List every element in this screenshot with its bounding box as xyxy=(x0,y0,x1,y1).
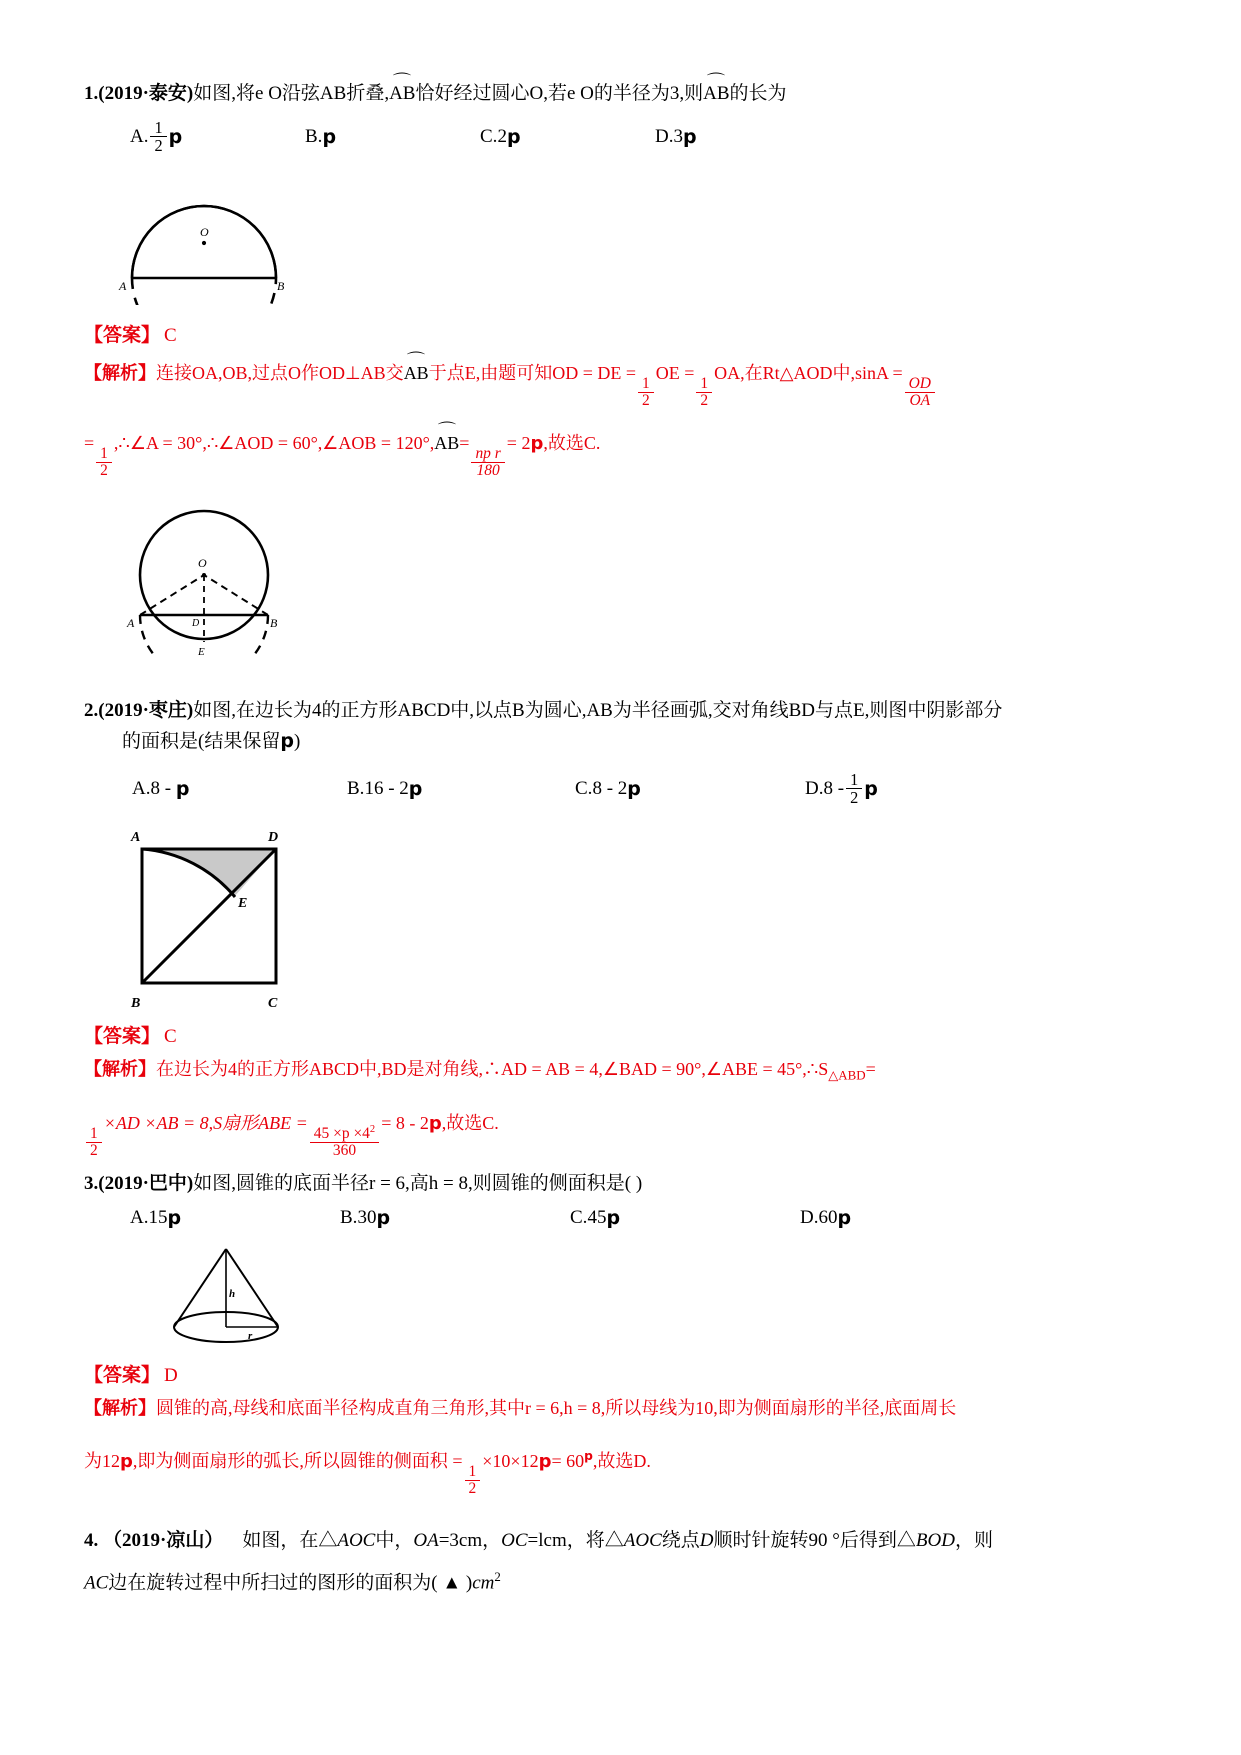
question-1-solution-line-2 xyxy=(84,427,1159,479)
q3-sol2-frac xyxy=(465,1464,481,1498)
question-3 xyxy=(84,1169,1159,1497)
q4-line1-d-point: D xyxy=(699,1530,714,1552)
q4-line1-c: =3cm， xyxy=(438,1530,502,1552)
question-3-figure xyxy=(154,1239,1159,1354)
q2-sol2-frac1 xyxy=(86,1126,102,1160)
q1-sol1-a: 连接OA,OB,过点O作OD⊥AB交 xyxy=(156,363,404,384)
q3-option-c[interactable] xyxy=(570,1207,800,1229)
q1-opt-c-pre: 2 xyxy=(497,125,507,147)
q1-arc-ab-2: ⌒ AB xyxy=(703,78,729,109)
q1-fig1-svg xyxy=(114,160,299,305)
q4-line2-sup: 2 xyxy=(494,1569,501,1585)
question-2-solution-line-1 xyxy=(84,1054,1159,1091)
q4-line1-a: 如图，在△ xyxy=(242,1530,338,1552)
q1-fig2-label-A: A xyxy=(127,616,135,631)
q1-solution-label: 【解析】 xyxy=(84,363,156,384)
question-2-stem-line-2 xyxy=(122,726,1159,757)
q3-sol1: 圆锥的高,母线和底面半径构成直角三角形,其中r = 6,h = 8,所以母线为10,即为侧面扇形的半径,底面周长 xyxy=(156,1398,957,1419)
q3-sol2-pi3: p xyxy=(584,1449,593,1464)
q3-opt-b-pre: 30 xyxy=(357,1207,377,1229)
q1-fig2-label-D: D xyxy=(192,618,200,630)
question-2-number: 2. xyxy=(84,700,99,722)
q1-sol1-frac1 xyxy=(638,376,654,410)
q3-opt-a-pi: p xyxy=(167,1207,182,1230)
q1-option-b-label: B. xyxy=(305,125,323,147)
q2-sol2-a: ×AD ×AB = 8,S扇形ABE = xyxy=(103,1113,308,1134)
q2-opt-c-pi: p xyxy=(627,777,641,800)
q2-stem-line2-pi: p xyxy=(280,730,294,753)
q3-option-b-label: B. xyxy=(340,1207,358,1229)
q1-sol1-d: OA,在Rt△AOD中,sinA = xyxy=(714,363,903,384)
question-2-figure xyxy=(96,825,1159,1015)
q1-option-b[interactable] xyxy=(305,119,480,154)
q3-option-d[interactable] xyxy=(800,1207,975,1229)
q1-option-d-label: D. xyxy=(655,125,674,147)
q4-line2-b: 边在旋转过程中所扫过的图形的面积为( ▲ ) xyxy=(108,1572,473,1594)
q2-sol1-sub: △ABD xyxy=(828,1067,866,1083)
q4-line1-aoc2: AOC xyxy=(623,1530,662,1552)
q4-line2-ac: AC xyxy=(84,1572,109,1594)
q4-line1-aoc: AOC xyxy=(337,1530,376,1552)
q1-circle-symbol: e O xyxy=(255,83,282,104)
q3-option-d-label: D. xyxy=(800,1207,819,1229)
q1-sol2-f2d: 180 xyxy=(476,462,500,480)
q1-sol2-b: ,∴∠A = 30°,∴∠AOD = 60°,∠AOB = 120°, xyxy=(113,433,435,454)
q1-sol2-f1d: 2 xyxy=(100,462,108,480)
q1-option-a-fraction xyxy=(150,119,166,154)
q3-fig-label-r: r xyxy=(248,1330,253,1343)
q2-fig-label-A: A xyxy=(131,829,141,845)
q1-fig2-svg xyxy=(114,497,304,657)
question-1-answer-row xyxy=(84,320,1159,347)
question-1-solution-line-1 xyxy=(84,357,1159,409)
q2-opt-b-pi: p xyxy=(408,777,423,800)
q1-circle-symbol-2: e O xyxy=(566,83,594,104)
q2-fig-label-C: C xyxy=(268,995,278,1010)
q2-fig-label-E: E xyxy=(238,895,248,911)
question-1-figure-1 xyxy=(114,160,1159,310)
q2-opt-a-pre: 8 - xyxy=(150,777,172,799)
q1-answer-label: 【答案】 xyxy=(84,325,161,347)
q1-sol1-f1n: 1 xyxy=(638,376,654,393)
question-3-number: 3. xyxy=(84,1173,99,1195)
q1-stem-e: 的长为 xyxy=(729,83,787,104)
q3-sol2-pi2: p xyxy=(538,1451,552,1473)
q1-option-c[interactable] xyxy=(480,119,655,154)
q3-fig-svg xyxy=(154,1239,304,1349)
q1-fig2-label-B: B xyxy=(270,616,278,631)
q2-option-d-label: D. xyxy=(805,777,824,799)
q1-sol1-f3d: OA xyxy=(909,392,931,410)
q2-option-b[interactable] xyxy=(347,771,575,806)
q1-sol2-arc: ⌒ AB xyxy=(434,427,459,458)
q2-option-a-label: A. xyxy=(132,777,151,799)
q3-sol2-d: = 60 xyxy=(551,1451,585,1472)
q1-sol1-b: 于点E,由题可知OD = DE = xyxy=(428,363,636,384)
q2-option-d[interactable] xyxy=(805,771,1015,806)
q1-sol2-a: = xyxy=(84,433,95,454)
question-2-source: (2019·枣庄) xyxy=(98,700,194,722)
q3-opt-a-pre: 15 xyxy=(148,1207,168,1229)
question-1-options xyxy=(130,119,1159,154)
q2-answer-label: 【答案】 xyxy=(84,1025,161,1047)
q3-fig-label-h: h xyxy=(229,1288,236,1301)
q1-sol1-f2n: 1 xyxy=(696,376,712,393)
question-1 xyxy=(84,78,1159,662)
q1-option-a-label: A. xyxy=(130,125,149,147)
q3-option-a-label: A. xyxy=(130,1207,149,1229)
q2-fig-label-D: D xyxy=(268,829,279,845)
q2-answer-value: C xyxy=(164,1025,177,1047)
q4-line1-f: 顺时针旋转90 °后得到△ xyxy=(713,1530,916,1552)
question-3-source: (2019·巴中) xyxy=(98,1173,194,1195)
q1-sol2-frac1 xyxy=(96,446,112,480)
question-4 xyxy=(84,1523,1159,1601)
q1-stem-d: 的半径为3,则 xyxy=(593,83,704,104)
q2-option-b-label: B. xyxy=(347,777,365,799)
q1-sol1-f2d: 2 xyxy=(700,392,709,410)
q1-stem-b: 沿弦AB折叠, xyxy=(281,83,390,104)
q2-opt-d-pi: p xyxy=(864,777,878,800)
q3-opt-d-pi: p xyxy=(837,1207,852,1230)
q3-stem: 如图,圆锥的底面半径r = 6,高h = 8,则圆锥的侧面积是( ) xyxy=(193,1173,643,1195)
q4-line1-g: ，则 xyxy=(954,1530,993,1552)
q4-line1-d: =lcm，将△ xyxy=(527,1530,624,1552)
q2-sol2-f2n xyxy=(310,1124,379,1143)
q3-opt-b-pi: p xyxy=(376,1207,391,1230)
q3-opt-c-pre: 45 xyxy=(587,1207,607,1229)
q1-arc-ab-1: ⌒ AB xyxy=(389,78,415,109)
q2-sol1-end: = xyxy=(865,1058,876,1079)
question-2 xyxy=(84,696,1159,1159)
question-4-line-2 xyxy=(84,1559,1159,1601)
q2-opt-c-pre: 8 - 2 xyxy=(592,777,628,799)
q2-sol2-f2n-sup: 2 xyxy=(369,1123,376,1135)
q1-stem-c: 恰好经过圆心O,若 xyxy=(415,83,567,104)
q1-fig1-label-O: O xyxy=(200,225,209,240)
q2-sol2-b: = 8 - 2 xyxy=(381,1113,429,1134)
q3-answer-value: D xyxy=(164,1365,178,1387)
q2-sol2-f2n-text: 45 ×p ×4 xyxy=(313,1124,370,1142)
q1-sol2-f2n: np r xyxy=(471,446,504,463)
q1-opt-d-pre: 3 xyxy=(673,125,683,147)
q1-opt-a-den: 2 xyxy=(154,136,163,156)
q2-opt-a-pi: p xyxy=(175,777,190,800)
question-4-source: （2019·凉山） xyxy=(103,1530,224,1552)
q2-sol2-f1d: 2 xyxy=(90,1141,98,1159)
q1-opt-a-num: 1 xyxy=(150,119,166,137)
q2-option-c-label: C. xyxy=(575,777,593,799)
q3-opt-c-pi: p xyxy=(606,1207,621,1230)
q2-fig-label-B: B xyxy=(131,995,141,1010)
q4-line1-oa: OA xyxy=(413,1530,439,1552)
q1-opt-b-pi: p xyxy=(322,125,337,148)
q1-option-c-label: C. xyxy=(480,125,498,147)
q1-sol1-f1d: 2 xyxy=(642,392,650,410)
q3-solution-label: 【解析】 xyxy=(84,1398,156,1419)
q1-option-d[interactable] xyxy=(655,119,830,154)
q3-sol2-a: 为12 xyxy=(84,1451,120,1472)
question-3-answer-row xyxy=(84,1360,1159,1387)
q3-opt-d-pre: 60 xyxy=(818,1207,838,1229)
page-content xyxy=(84,78,1159,1602)
q1-fig1-label-B: B xyxy=(277,279,285,294)
question-3-solution-line-1 xyxy=(84,1393,1159,1423)
q1-opt-a-pi: p xyxy=(168,125,183,148)
question-2-solution-line-2 xyxy=(84,1108,1159,1159)
question-1-source: (2019·泰安) xyxy=(98,83,194,104)
q2-sol2-c: ,故选C. xyxy=(441,1113,499,1134)
question-1-stem xyxy=(84,78,1159,109)
q2-opt-b-pre: 16 - 2 xyxy=(364,777,409,799)
q3-answer-label: 【答案】 xyxy=(84,1365,161,1387)
q1-sol1-arc: ⌒ AB xyxy=(404,357,429,388)
q4-line2-cm: cm xyxy=(472,1572,495,1594)
q2-stem-line1: 如图,在边长为4的正方形ABCD中,以点B为圆心,AB为半径画弧,交对角线BD与点E,则图中阴影部分 xyxy=(193,700,1003,722)
q3-sol2-b: ,即为侧面扇形的弧长,所以圆锥的侧面积 = xyxy=(132,1451,463,1472)
q2-stem-line2-a: 的面积是(结果保留 xyxy=(122,731,281,753)
question-3-solution-line-2 xyxy=(84,1441,1159,1497)
q1-sol2-e: ,故选C. xyxy=(543,433,601,454)
question-2-answer-row xyxy=(84,1021,1159,1048)
q1-option-a[interactable] xyxy=(130,119,305,154)
q3-sol2-f1d: 2 xyxy=(468,1479,477,1497)
q1-sol1-f3n: OD xyxy=(905,376,935,393)
q2-sol2-pi: p xyxy=(428,1113,442,1135)
q1-sol1-frac3 xyxy=(905,376,935,410)
q4-line1-bod: BOD xyxy=(915,1530,955,1552)
q3-sol2-c: ×10×12 xyxy=(482,1451,539,1472)
q1-fig1-label-A: A xyxy=(119,279,127,294)
q2-opt-d-num: 1 xyxy=(846,771,862,789)
question-4-number: 4. xyxy=(84,1530,99,1552)
q2-sol1: 在边长为4的正方形ABCD中,BD是对角线,∴AD = AB = 4,∠BAD = 90°,∠ABE = 45°,∴S xyxy=(156,1058,829,1079)
q2-opt-d-pre: 8 - xyxy=(823,777,845,799)
q4-line1-oc: OC xyxy=(501,1530,528,1552)
q3-sol2-f1n: 1 xyxy=(465,1464,481,1481)
question-2-options xyxy=(132,771,1159,806)
q4-line1-e: 绕点 xyxy=(661,1530,700,1552)
q2-opt-d-fraction xyxy=(846,771,862,806)
q1-answer-value: C xyxy=(164,325,177,347)
q3-option-c-label: C. xyxy=(570,1207,588,1229)
q1-opt-c-pi: p xyxy=(506,125,521,148)
q1-sol1-frac2 xyxy=(696,376,712,410)
q1-fig2-label-E: E xyxy=(198,646,205,658)
question-1-number: 1. xyxy=(84,83,99,104)
question-4-line-1 xyxy=(84,1523,1159,1559)
q1-sol2-pi: p xyxy=(530,433,544,455)
question-3-stem xyxy=(84,1169,1159,1199)
q3-option-a[interactable] xyxy=(130,1207,340,1229)
q1-sol1-c: OE = xyxy=(655,363,695,384)
q2-solution-label: 【解析】 xyxy=(84,1058,156,1079)
q2-stem-line2-b: ) xyxy=(293,731,301,753)
q2-opt-d-den: 2 xyxy=(850,788,859,808)
question-3-options xyxy=(130,1207,1159,1229)
q2-fig-svg xyxy=(96,825,326,1010)
q1-sol2-frac2 xyxy=(471,446,504,480)
q3-sol2-pi1: p xyxy=(120,1451,133,1473)
q2-sol2-f1n: 1 xyxy=(86,1126,102,1143)
q1-sol2-c: = xyxy=(459,433,470,454)
q4-line1-b: 中， xyxy=(375,1530,414,1552)
q2-sol2-frac2 xyxy=(310,1124,379,1160)
q1-sol2-f1n: 1 xyxy=(96,446,112,463)
q1-sol2-d: = 2 xyxy=(506,433,531,454)
q1-opt-d-pi: p xyxy=(682,125,697,148)
q2-sol2-f2d: 360 xyxy=(332,1141,357,1159)
q1-stem-a: 如图,将 xyxy=(193,83,256,104)
q2-option-c[interactable] xyxy=(575,771,805,806)
q3-sol2-e: ,故选D. xyxy=(592,1451,651,1472)
question-2-stem-line-1 xyxy=(84,696,1159,726)
q3-option-b[interactable] xyxy=(340,1207,570,1229)
question-1-figure-2 xyxy=(114,497,1159,662)
q2-option-a[interactable] xyxy=(132,771,347,806)
q1-fig2-label-O: O xyxy=(198,556,207,571)
